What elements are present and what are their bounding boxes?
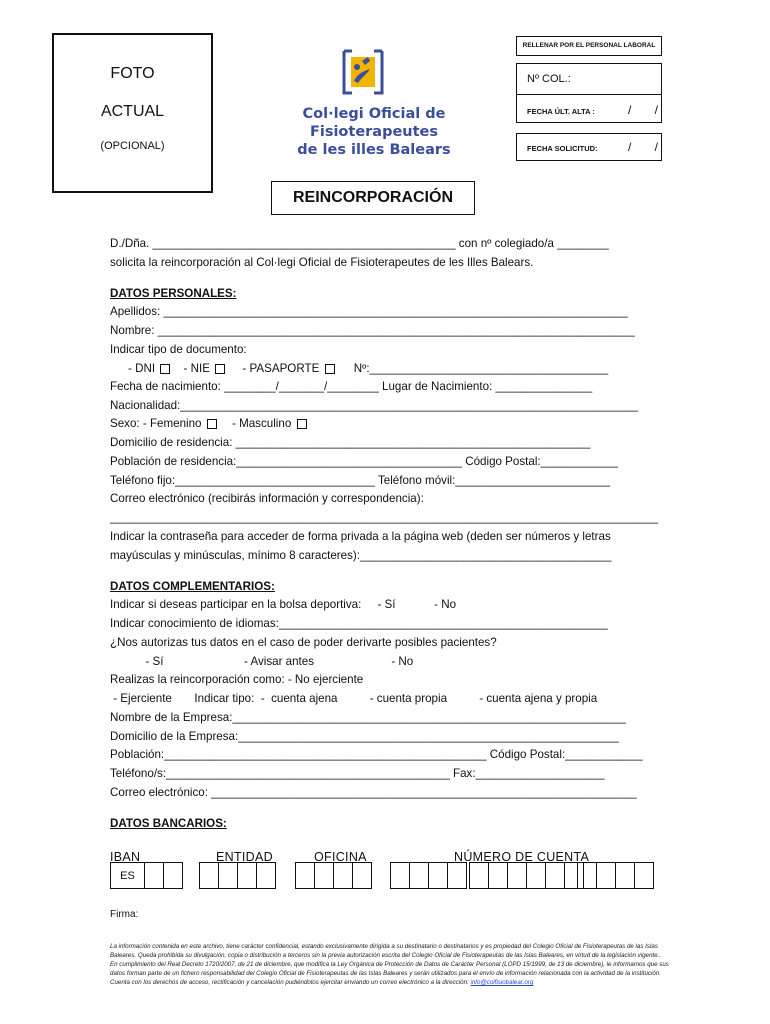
cuenta-digit-cell[interactable] (615, 862, 635, 889)
dni-label: - DNI (128, 362, 156, 375)
photo-label-actual: ACTUAL (100, 103, 165, 120)
oficina-digit-cell[interactable] (295, 862, 315, 889)
iban-boxes[interactable] (110, 862, 183, 889)
section-datos-personales: DATOS PERSONALES: (110, 287, 237, 300)
fecha-solicitud-value[interactable]: / / (628, 140, 659, 154)
entidad-label: ENTIDAD (216, 850, 273, 864)
document-type-row (128, 362, 608, 376)
num-col-label: Nº COL.: (527, 73, 571, 85)
oficina-digit-cell[interactable] (314, 862, 334, 889)
legal-notice (110, 942, 670, 987)
college-name-line1: Col·legi Oficial de Fisioterapeutes (302, 106, 446, 140)
form-title-text: REINCORPORACIÓN (292, 189, 453, 206)
cuenta-digit-cell[interactable] (469, 862, 489, 889)
nacionalidad-field[interactable]: Nacionalidad:_______________________________________________________________________ (110, 399, 639, 412)
apellidos-field[interactable]: Apellidos: ________________________________________________________________________ (110, 305, 628, 318)
idiomas-field[interactable]: Indicar conocimiento de idiomas:___________________________________________________ (110, 617, 608, 630)
cuenta-digit-cell[interactable] (409, 862, 429, 889)
cuenta-digit-cell[interactable] (545, 862, 565, 889)
cuenta-boxes-end[interactable] (577, 862, 654, 889)
correo-label: Correo electrónico (recibirás información y correspondencia): (110, 492, 424, 505)
office-use-header-text: RELLENAR POR EL PERSONAL LABORAL (522, 42, 656, 49)
oficina-digit-cell[interactable] (333, 862, 353, 889)
correo-empresa-field[interactable]: Correo electrónico: __________________________________________________________________ (110, 786, 637, 799)
document-number-field[interactable]: Nº:_____________________________________ (353, 362, 609, 375)
entidad-digit-cell[interactable] (256, 862, 276, 889)
ejerciente-options[interactable]: - Ejerciente Indicar tipo: - cuenta ajena - cuenta propia - cuenta ajena y propia (110, 692, 598, 705)
cuenta-digit-cell[interactable] (390, 862, 410, 889)
firma-label: Firma: (110, 909, 139, 920)
poblacion-cp-field[interactable]: Población de residencia:___________________________________ Código Postal:____________ (110, 455, 619, 468)
iban-digit-cell[interactable] (163, 862, 183, 889)
cuenta-digit-cell[interactable] (428, 862, 448, 889)
femenino-label: Sexo: - Femenino (110, 417, 202, 430)
masculino-checkbox[interactable] (297, 419, 307, 429)
oficina-label: OFICINA (314, 850, 367, 864)
domicilio-field[interactable]: Domicilio de residencia: _______________________________________________________ (110, 436, 591, 449)
entidad-digit-cell[interactable] (199, 862, 219, 889)
dni-checkbox[interactable] (160, 364, 170, 374)
oficina-digit-cell[interactable] (352, 862, 372, 889)
nie-label: - NIE (183, 362, 210, 375)
cuenta-digit-cell[interactable] (596, 862, 616, 889)
office-use-header (516, 36, 662, 56)
iban-country-cell: ES (110, 862, 145, 889)
college-name-line2: de les illes Balears (297, 142, 451, 158)
entidad-digit-cell[interactable] (237, 862, 257, 889)
autorizas-label: ¿Nos autorizas tus datos en el caso de poder derivarte posibles pacientes? (110, 636, 497, 649)
cuenta-digit-cell[interactable] (447, 862, 467, 889)
poblacion-empresa-field[interactable]: Población:__________________________________________________ Código Postal:____________ (110, 748, 643, 761)
intro-line-2: solicita la reincorporación al Col·legi Oficial de Fisioterapeutes de les Illes Balears. (110, 256, 534, 269)
college-logo-icon (340, 47, 386, 97)
tipo-documento-label: Indicar tipo de documento: (110, 343, 247, 356)
empresa-field[interactable]: Nombre de la Empresa:_____________________________________________________________ (110, 711, 626, 724)
realizas-options[interactable]: Realizas la reincorporación como: - No ejerciente (110, 673, 364, 686)
telefono-field[interactable]: Teléfono fijo:_______________________________ Teléfono móvil:________________________ (110, 474, 611, 487)
sexo-row (110, 417, 309, 431)
iban-digit-cell[interactable] (144, 862, 164, 889)
nacimiento-field[interactable]: Fecha de nacimiento: ________/_______/________ Lugar de Nacimiento: _______________ (110, 380, 593, 393)
section-datos-complementarios: DATOS COMPLEMENTARIOS: (110, 580, 275, 593)
fecha-solicitud-label: FECHA SOLICITUD: (527, 144, 598, 153)
bolsa-deportiva-options[interactable]: Indicar si deseas participar en la bolsa deportiva: - Sí - No (110, 598, 457, 611)
password-label: Indicar la contraseña para acceder de forma privada a la página web (deden ser números y letras (110, 530, 611, 543)
cuenta-digit-cell[interactable] (507, 862, 527, 889)
fecha-alta-label: FECHA ÚLT. ALTA : (527, 107, 595, 116)
pasaporte-checkbox[interactable] (325, 364, 335, 374)
iban-label: IBAN (110, 850, 141, 864)
entidad-digit-cell[interactable] (218, 862, 238, 889)
masculino-label: - Masculino (231, 417, 292, 430)
pasaporte-label: - PASAPORTE (242, 362, 320, 375)
telefono-fax-field[interactable]: Teléfono/s:____________________________________________ Fax:____________________ (110, 767, 605, 780)
office-solicitud-box (516, 133, 662, 161)
cuenta-digit-cell[interactable] (577, 862, 597, 889)
intro-line-1[interactable]: D./Dña. _______________________________________________ con nº colegiado/a ________ (110, 237, 609, 250)
contact-email-link[interactable]: info@colfisiobalear.org (470, 979, 534, 986)
section-datos-bancarios: DATOS BANCARIOS: (110, 817, 227, 830)
correo-field[interactable]: _____________________________________________________________________________________ (110, 511, 659, 524)
cuenta-digit-cell[interactable] (634, 862, 654, 889)
nombre-field[interactable]: Nombre: __________________________________________________________________________ (110, 324, 635, 337)
entidad-boxes[interactable] (199, 862, 276, 889)
cuenta-digit-cell[interactable] (526, 862, 546, 889)
photo-label-opcional: (OPCIONAL) (100, 140, 165, 152)
password-field[interactable]: mayúsculas y minúsculas, mínimo 8 caracteres):_______________________________________ (110, 549, 612, 562)
nie-checkbox[interactable] (215, 364, 225, 374)
autorizas-options[interactable]: - Sí - Avisar antes - No (110, 655, 414, 668)
college-name (245, 105, 503, 159)
numero-cuenta-label: NÚMERO DE CUENTA (454, 850, 590, 864)
cuenta-digit-cell[interactable] (488, 862, 508, 889)
domicilio-empresa-field[interactable]: Domicilio de la Empresa:___________________________________________________________ (110, 730, 619, 743)
femenino-checkbox[interactable] (207, 419, 217, 429)
legal-notice-text: La información contenida en este archivo, tiene carácter confidencial, estando exclusivamente dirigida a su destinatario o destinatarios y es propiedad del Colegio Oficial de Fisioterapeutas de las Islas Baleares. Queda prohibida su divulgación, copia o distribución a terceros sin la previa autorización escrita del Colegio Oficial de Fisioterapeutas de las Islas Baleares, en virtud de la legislación vigente.. En cumplimiento del Real Decreto 1720/2007, de 21 de diciembre, que modifica la Ley Orgánica de Protección de Datos de Carácter Personal (LOPD 15/1999, de 13 de diciembre), le informamos que sus datos forman parte de un fichero responsabilidad del Colegio Oficial de Fisioterapeutas de las Islas Baleares y serán utilizados para el envío de información relacionada con la actividad de la institución. Cuenta con los derechos de acceso, rectificación y cancelación pudiéndolos ejercitar enviando un correo electrónico a la dirección: (110, 943, 669, 986)
cuenta-boxes[interactable] (390, 862, 584, 889)
photo-box[interactable] (52, 33, 213, 193)
form-title (271, 181, 475, 215)
oficina-boxes[interactable] (295, 862, 372, 889)
fecha-alta-value[interactable]: / / (628, 103, 659, 117)
office-col-box (516, 63, 662, 123)
photo-label-foto: FOTO (110, 65, 155, 82)
